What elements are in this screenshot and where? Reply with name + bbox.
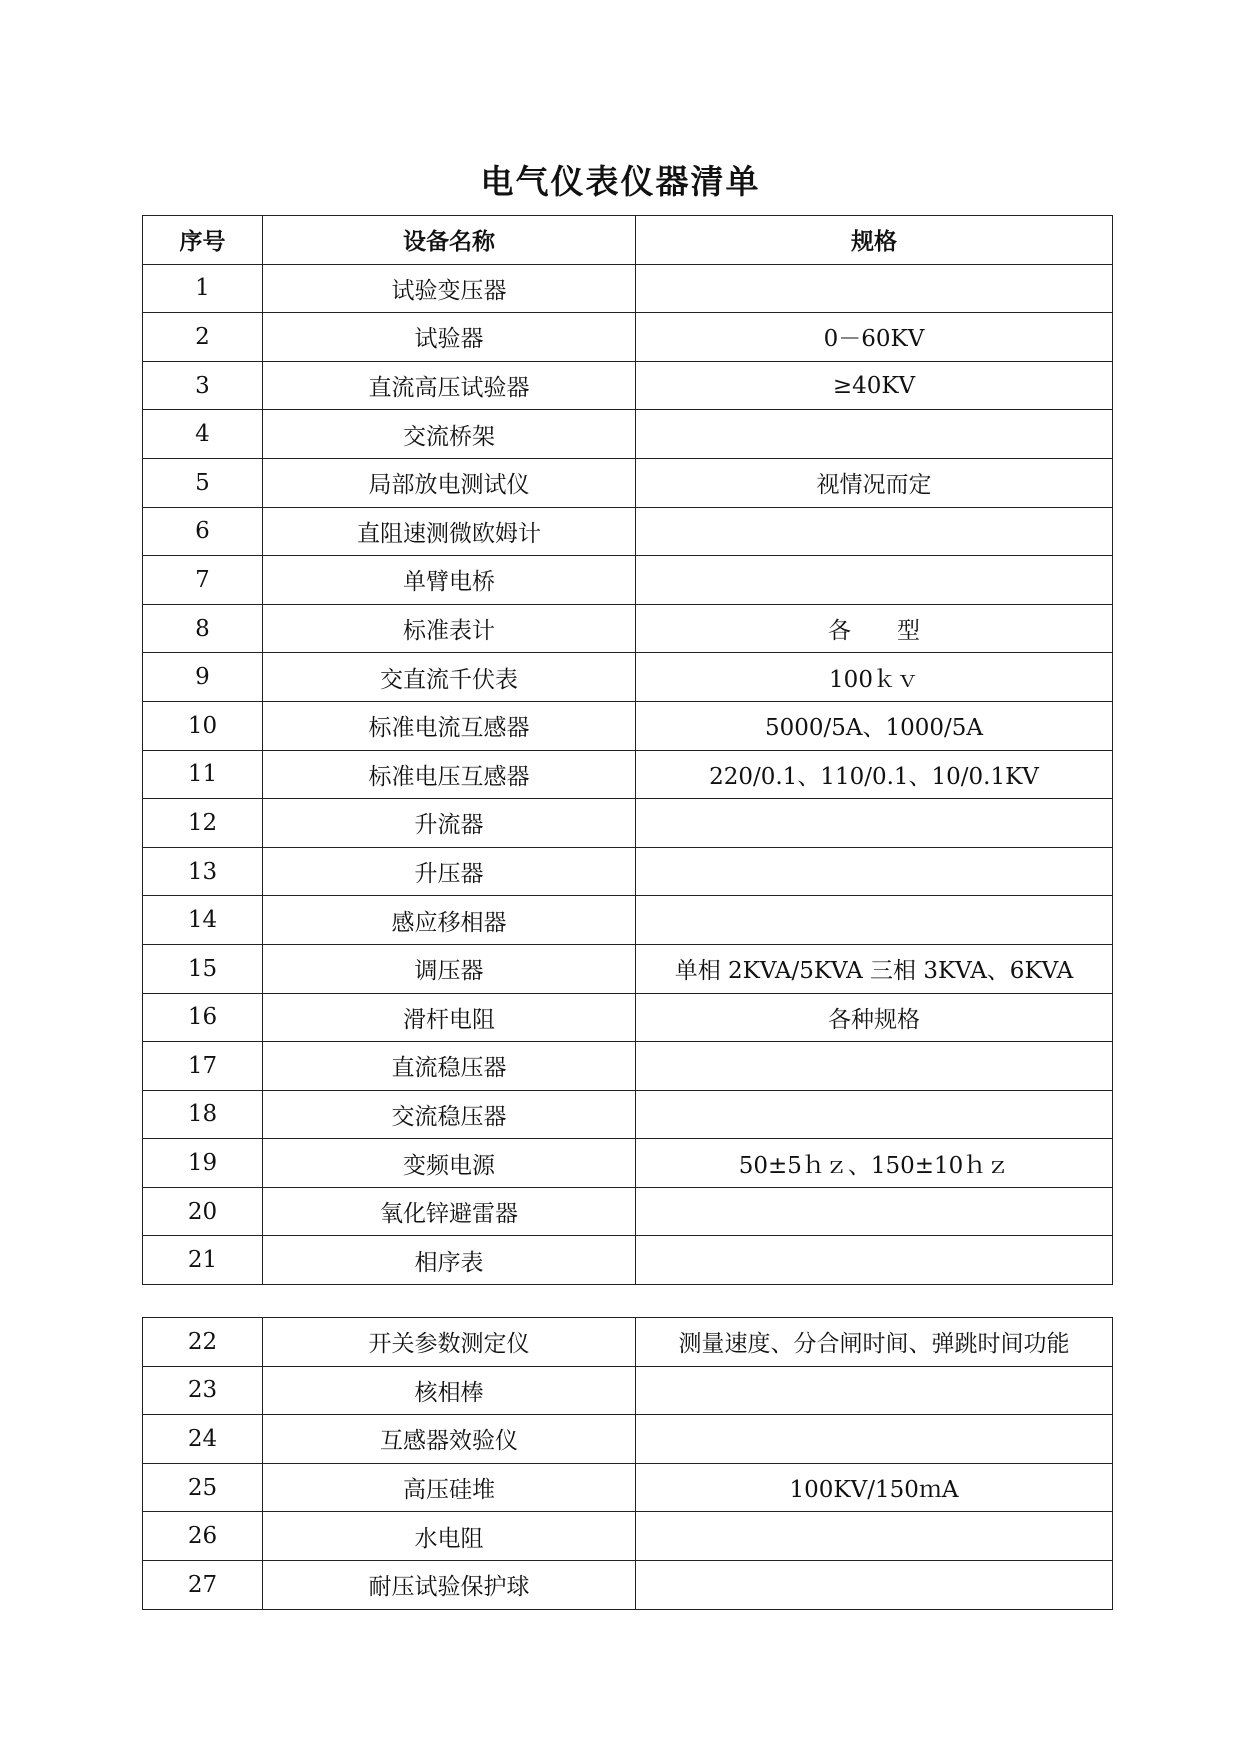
cell-spec: 100KV/150ｍA — [636, 1463, 1113, 1512]
cell-no: 1 — [143, 264, 263, 313]
instrument-table-continued — [142, 1317, 1113, 1610]
cell-name: 试验变压器 — [263, 264, 636, 313]
cell-name: 耐压试验保护球 — [263, 1560, 636, 1609]
cell-no: 19 — [143, 1139, 263, 1188]
table-row — [143, 799, 1113, 848]
cell-spec — [636, 410, 1113, 459]
cell-no: 6 — [143, 507, 263, 556]
cell-spec: 100ｋｖ — [636, 653, 1113, 702]
cell-spec: 0－60KV — [636, 313, 1113, 362]
table-row — [143, 1090, 1113, 1139]
cell-name: 感应移相器 — [263, 896, 636, 945]
cell-spec — [636, 1415, 1113, 1464]
cell-name: 水电阻 — [263, 1512, 636, 1561]
cell-no: 15 — [143, 944, 263, 993]
table-row — [143, 701, 1113, 750]
cell-spec — [636, 1236, 1113, 1285]
cell-spec — [636, 1366, 1113, 1415]
cell-spec — [636, 507, 1113, 556]
cell-spec — [636, 556, 1113, 605]
table-row — [143, 847, 1113, 896]
table-row — [143, 410, 1113, 459]
cell-no: 9 — [143, 653, 263, 702]
table-row — [143, 264, 1113, 313]
table-row — [143, 750, 1113, 799]
cell-spec: 视情况而定 — [636, 458, 1113, 507]
instrument-table — [142, 215, 1113, 1285]
cell-no: 18 — [143, 1090, 263, 1139]
table-row — [143, 1463, 1113, 1512]
cell-name: 滑杆电阻 — [263, 993, 636, 1042]
cell-no: 21 — [143, 1236, 263, 1285]
cell-name: 交直流千伏表 — [263, 653, 636, 702]
table-row — [143, 1512, 1113, 1561]
header-spec: 规格 — [636, 216, 1113, 265]
cell-name: 相序表 — [263, 1236, 636, 1285]
cell-spec: 5000/5A、1000/5A — [636, 701, 1113, 750]
cell-name: 互感器效验仪 — [263, 1415, 636, 1464]
cell-name: 高压硅堆 — [263, 1463, 636, 1512]
cell-no: 26 — [143, 1512, 263, 1561]
cell-spec — [636, 1560, 1113, 1609]
table-row — [143, 1042, 1113, 1091]
cell-no: 22 — [143, 1318, 263, 1367]
cell-name: 直流高压试验器 — [263, 361, 636, 410]
cell-no: 16 — [143, 993, 263, 1042]
instrument-table-body — [143, 216, 1113, 1285]
cell-no: 13 — [143, 847, 263, 896]
cell-name: 调压器 — [263, 944, 636, 993]
cell-no: 24 — [143, 1415, 263, 1464]
cell-no: 10 — [143, 701, 263, 750]
table-row — [143, 1366, 1113, 1415]
cell-spec — [636, 264, 1113, 313]
table-header-row — [143, 216, 1113, 265]
cell-name: 升压器 — [263, 847, 636, 896]
cell-spec — [636, 847, 1113, 896]
table-row — [143, 1139, 1113, 1188]
table-row — [143, 507, 1113, 556]
cell-no: 17 — [143, 1042, 263, 1091]
cell-no: 3 — [143, 361, 263, 410]
cell-name: 标准电流互感器 — [263, 701, 636, 750]
cell-name: 试验器 — [263, 313, 636, 362]
cell-name: 交流桥架 — [263, 410, 636, 459]
cell-spec: 各 型 — [636, 604, 1113, 653]
cell-name: 氧化锌避雷器 — [263, 1187, 636, 1236]
cell-no: 7 — [143, 556, 263, 605]
instrument-table-continued-body — [143, 1318, 1113, 1610]
cell-spec — [636, 1187, 1113, 1236]
cell-spec: ≥40KV — [636, 361, 1113, 410]
cell-spec: 各种规格 — [636, 993, 1113, 1042]
cell-spec — [636, 1042, 1113, 1091]
table-row — [143, 1318, 1113, 1367]
table-row — [143, 556, 1113, 605]
cell-no: 25 — [143, 1463, 263, 1512]
cell-spec: 单相 2KVA/5KVA 三相 3KVA、6KVA — [636, 944, 1113, 993]
cell-name: 升流器 — [263, 799, 636, 848]
cell-spec — [636, 1090, 1113, 1139]
cell-name: 直阻速测微欧姆计 — [263, 507, 636, 556]
cell-name: 变频电源 — [263, 1139, 636, 1188]
table-row — [143, 313, 1113, 362]
header-no: 序号 — [143, 216, 263, 265]
cell-spec: 测量速度、分合闸时间、弹跳时间功能 — [636, 1318, 1113, 1367]
table-row — [143, 653, 1113, 702]
table-row — [143, 1187, 1113, 1236]
cell-no: 23 — [143, 1366, 263, 1415]
header-name: 设备名称 — [263, 216, 636, 265]
cell-no: 4 — [143, 410, 263, 459]
cell-name: 直流稳压器 — [263, 1042, 636, 1091]
cell-spec — [636, 1512, 1113, 1561]
cell-spec — [636, 896, 1113, 945]
cell-spec: 50±5ｈｚ、150±10ｈｚ — [636, 1139, 1113, 1188]
table-row — [143, 1560, 1113, 1609]
table-row — [143, 458, 1113, 507]
cell-no: 12 — [143, 799, 263, 848]
cell-name: 交流稳压器 — [263, 1090, 636, 1139]
cell-name: 标准电压互感器 — [263, 750, 636, 799]
cell-spec: 220/0.1、110/0.1、10/0.1KV — [636, 750, 1113, 799]
table-row — [143, 1415, 1113, 1464]
cell-no: 8 — [143, 604, 263, 653]
cell-no: 5 — [143, 458, 263, 507]
cell-no: 14 — [143, 896, 263, 945]
table-row — [143, 604, 1113, 653]
cell-no: 2 — [143, 313, 263, 362]
table-row — [143, 1236, 1113, 1285]
cell-name: 标准表计 — [263, 604, 636, 653]
table-row — [143, 896, 1113, 945]
cell-name: 局部放电测试仪 — [263, 458, 636, 507]
cell-no: 20 — [143, 1187, 263, 1236]
table-row — [143, 944, 1113, 993]
cell-name: 单臂电桥 — [263, 556, 636, 605]
cell-spec — [636, 799, 1113, 848]
table-row — [143, 361, 1113, 410]
cell-name: 核相棒 — [263, 1366, 636, 1415]
page-title: 电气仪表仪器清单 — [480, 162, 761, 201]
cell-name: 开关参数测定仪 — [263, 1318, 636, 1367]
cell-no: 11 — [143, 750, 263, 799]
table-row — [143, 993, 1113, 1042]
cell-no: 27 — [143, 1560, 263, 1609]
